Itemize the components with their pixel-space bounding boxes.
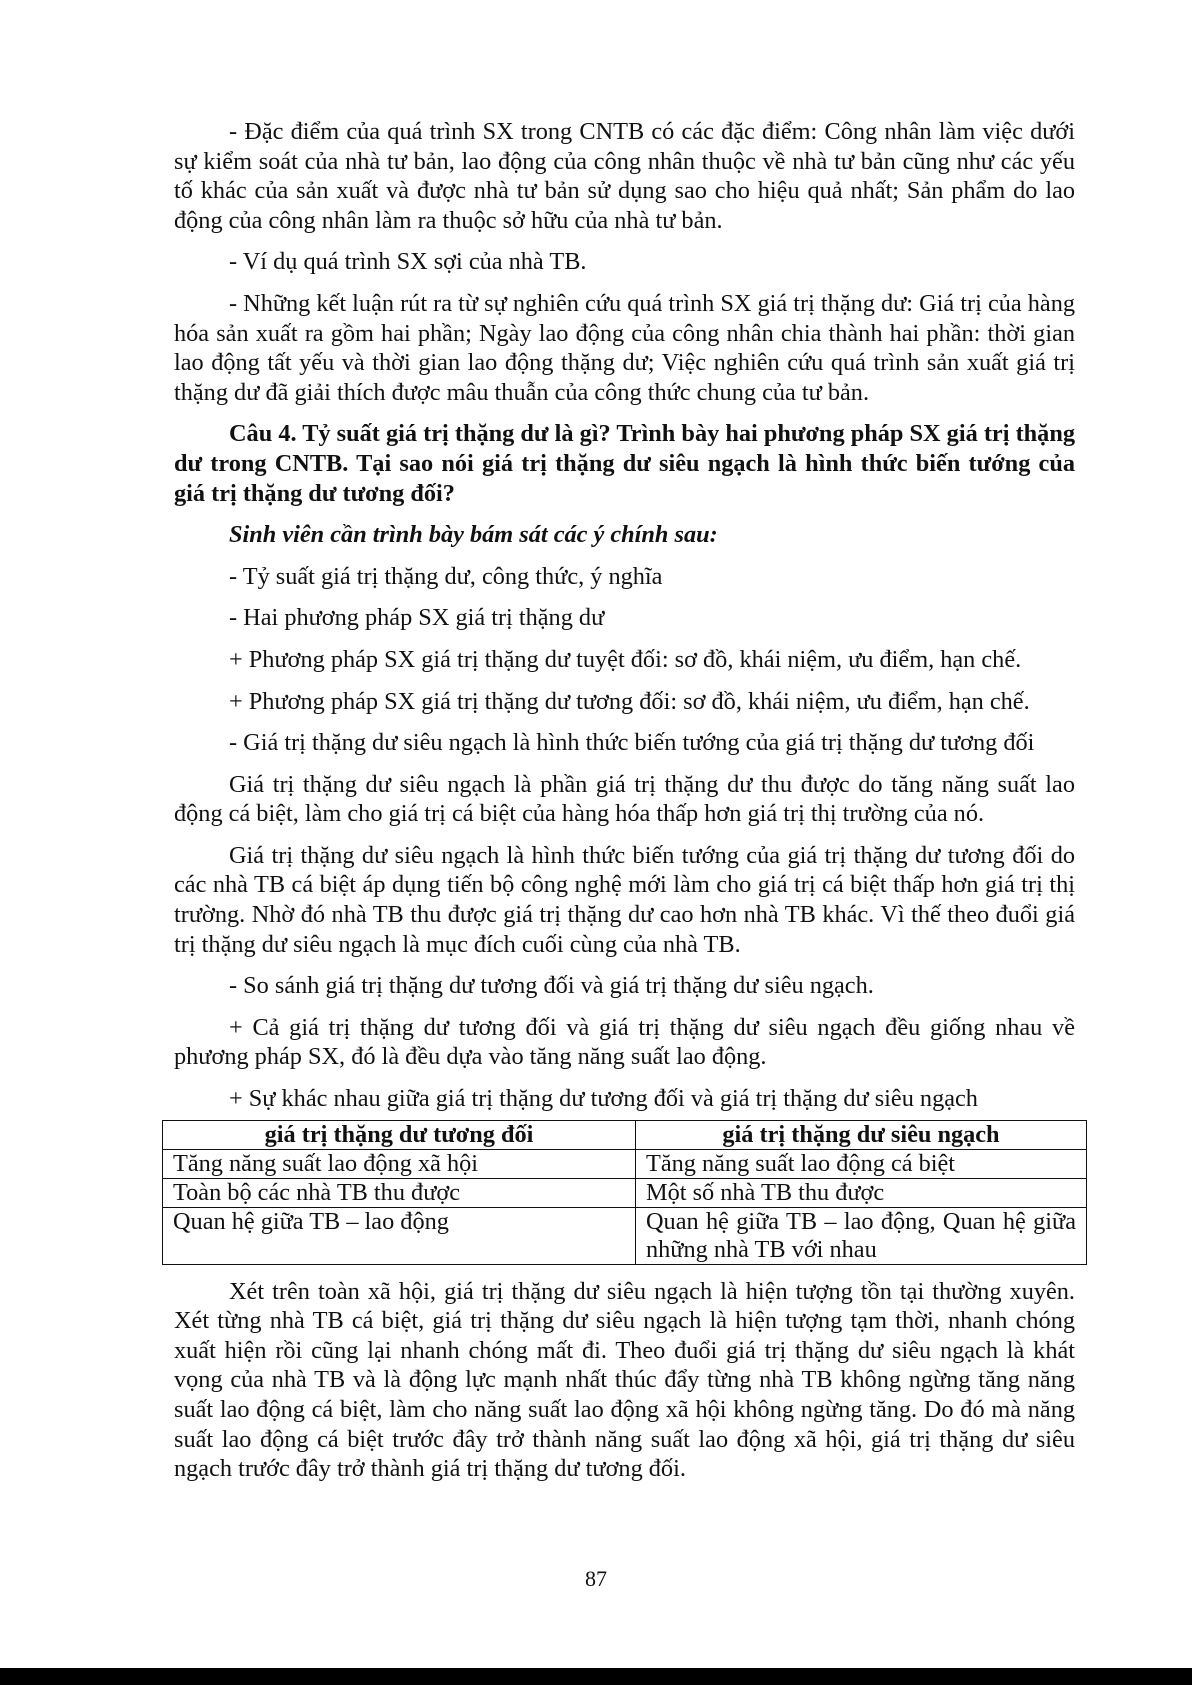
- table-cell: Quan hệ giữa TB – lao động: [163, 1207, 636, 1264]
- table-cell: Quan hệ giữa TB – lao động, Quan hệ giữa những nhà TB với nhau: [636, 1207, 1087, 1264]
- paragraph-excess-definition: Giá trị thặng dư siêu ngạch là phần giá trị thặng dư thu được do tăng năng suất lao động cá biệt, làm cho giá trị cá biệt của hàng hóa thấp hơn giá trị thị trường của nó.: [174, 770, 1075, 828]
- comparison-table: [162, 1120, 1087, 1265]
- instruction-line: Sinh viên cần trình bày bám sát các ý chính sau:: [229, 521, 718, 549]
- scan-bottom-edge: [0, 1668, 1192, 1685]
- question-heading: Câu 4. Tỷ suất giá trị thặng dư là gì? Trình bày hai phương pháp SX giá trị thặng dư trong CNTB. Tại sao nói giá trị thặng dư siêu ngạch là hình thức biến tướng của giá trị thặng dư tương đối?: [174, 420, 1075, 507]
- paragraph-example: - Ví dụ quá trình SX sợi của nhà TB.: [229, 248, 587, 276]
- document-page: [174, 117, 1075, 1496]
- table-cell: Toàn bộ các nhà TB thu được: [163, 1178, 636, 1207]
- table-row: [163, 1178, 1087, 1207]
- point-comparison: - So sánh giá trị thặng dư tương đối và giá trị thặng dư siêu ngạch.: [229, 972, 874, 1000]
- table-cell: Tăng năng suất lao động cá biệt: [636, 1149, 1087, 1178]
- point-absolute-method: + Phương pháp SX giá trị thặng dư tuyệt đối: sơ đồ, khái niệm, ưu điểm, hạn chế.: [229, 645, 1022, 673]
- point-rate-of-surplus-value: - Tỷ suất giá trị thặng dư, công thức, ý nghĩa: [229, 562, 663, 590]
- point-two-methods: - Hai phương pháp SX giá trị thặng dư: [229, 604, 605, 632]
- point-relative-method: + Phương pháp SX giá trị thặng dư tương đối: sơ đồ, khái niệm, ưu điểm, hạn chế.: [229, 687, 1030, 715]
- paragraph-final: Xét trên toàn xã hội, giá trị thặng dư siêu ngạch là hiện tượng tồn tại thường xuyên. Xét từng nhà TB cá biệt, giá trị thặng dư siêu ngạch là hiện tượng tạm thời, nhanh chóng xuất hiện rồi cũng lại nhanh chóng mất đi. Theo đuổi giá trị thặng dư siêu ngạch là khát vọng của nhà TB và là động lực mạnh nhất thúc đẩy từng nhà TB không ngừng tăng năng suất lao động cá biệt, làm cho năng suất lao động xã hội không ngừng tăng. Do đó mà năng suất lao động cá biệt trước đây trở thành năng suất lao động xã hội, giá trị thặng dư siêu ngạch trước đây trở thành giá trị thặng dư tương đối.: [174, 1277, 1075, 1483]
- point-excess-surplus: - Giá trị thặng dư siêu ngạch là hình thức biến tướng của giá trị thặng dư tương đối: [229, 729, 1035, 757]
- point-difference: + Sự khác nhau giữa giá trị thặng dư tương đối và giá trị thặng dư siêu ngạch: [229, 1085, 978, 1113]
- point-similarity: + Cả giá trị thặng dư tương đối và giá trị thặng dư siêu ngạch đều giống nhau về phương pháp SX, đó là đều dựa vào tăng năng suất lao động.: [174, 1013, 1075, 1071]
- paragraph-production-features: - Đặc điểm của quá trình SX trong CNTB có các đặc điểm: Công nhân làm việc dưới sự kiểm soát của nhà tư bản, lao động của công nhân thuộc về nhà tư bản cũng như các yếu tố khác của sản xuất và được nhà tư bản sử dụng sao cho hiệu quả nhất; Sản phẩm do lao động của công nhân làm ra thuộc sở hữu của nhà tư bản.: [174, 118, 1075, 234]
- table-row: [163, 1207, 1087, 1264]
- table-cell: Tăng năng suất lao động xã hội: [163, 1149, 636, 1178]
- table-row: [163, 1149, 1087, 1178]
- table-header-cell: giá trị thặng dư tương đối: [163, 1120, 636, 1149]
- paragraph-conclusions: - Những kết luận rút ra từ sự nghiên cứu quá trình SX giá trị thặng dư: Giá trị của hàng hóa sản xuất ra gồm hai phần; Ngày lao động của công nhân chia thành hai phần: thời gian lao động tất yếu và thời gian lao động thặng dư; Việc nghiên cứu quá trình sản xuất giá trị thặng dư đã giải thích được mâu thuẫn của công thức chung của tư bản.: [174, 289, 1075, 406]
- table-header-cell: giá trị thặng dư siêu ngạch: [636, 1120, 1087, 1149]
- table-header-row: [163, 1120, 1087, 1149]
- paragraph-excess-explanation: Giá trị thặng dư siêu ngạch là hình thức biến tướng của giá trị thặng dư tương đối do các nhà TB cá biệt áp dụng tiến bộ công nghệ mới làm cho giá trị cá biệt thấp hơn giá trị thị trường. Nhờ đó nhà TB thu được giá trị thặng dư cao hơn nhà TB khác. Vì thế theo đuổi giá trị thặng dư siêu ngạch là mục đích cuối cùng của nhà TB.: [174, 841, 1075, 958]
- page-number: 87: [585, 1566, 607, 1591]
- table-cell: Một số nhà TB thu được: [636, 1178, 1087, 1207]
